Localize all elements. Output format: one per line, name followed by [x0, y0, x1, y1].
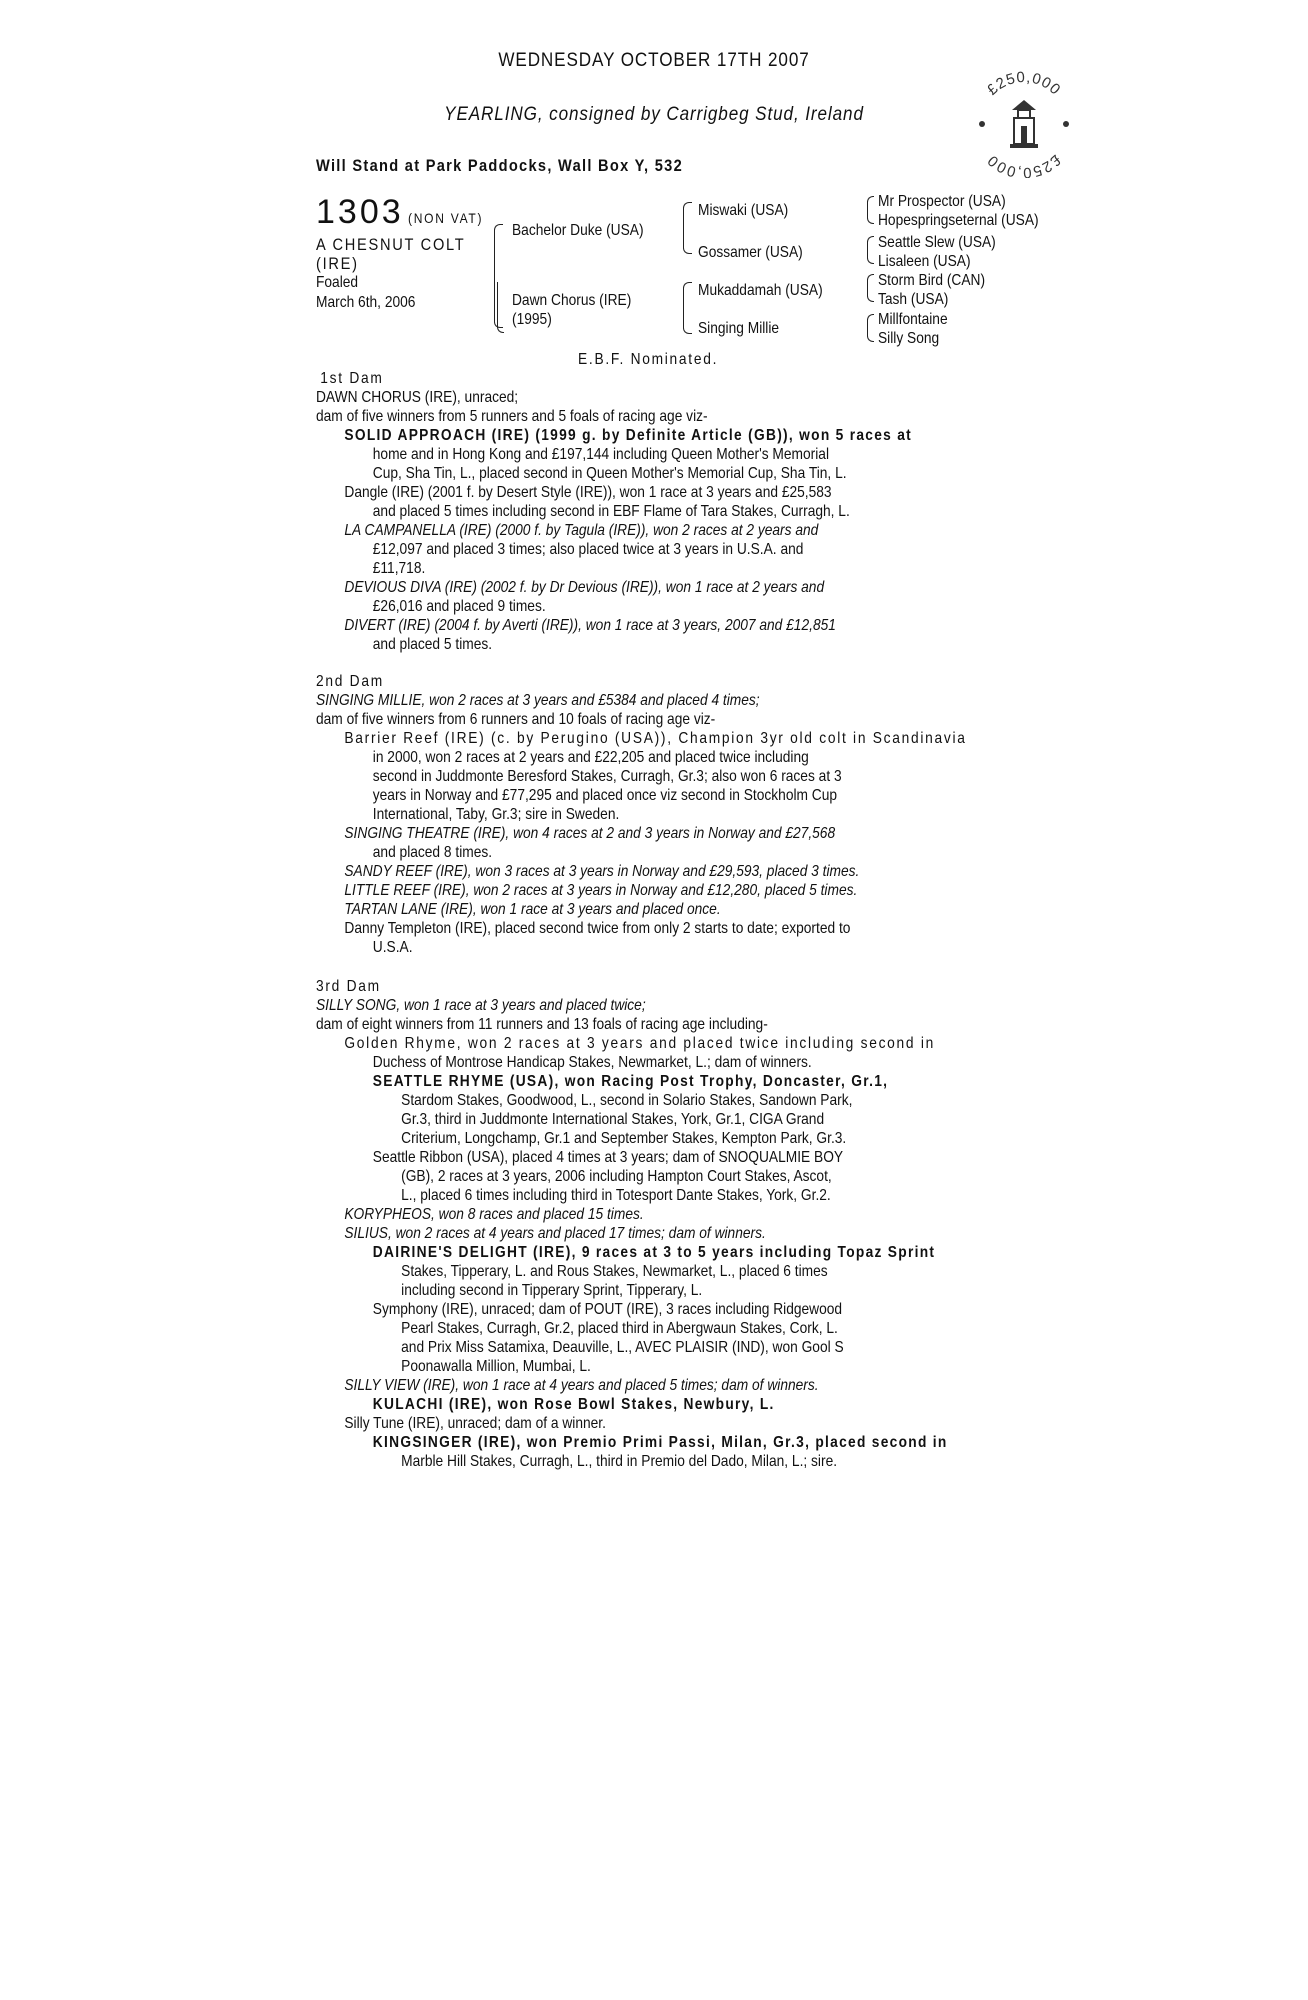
dam-line: LITTLE REEF (IRE), won 2 races at 3 years in Norway and £12,280, placed 5 times.	[344, 882, 858, 899]
dam-line: Marble Hill Stakes, Curragh, L., third in Premio del Dado, Milan, L.; sire.	[401, 1453, 838, 1470]
dam-line: DIVERT (IRE) (2004 f. by Averti (IRE)), won 1 race at 3 years, 2007 and £12,851	[344, 617, 836, 634]
dam-line: including second in Tipperary Sprint, Tipperary, L.	[401, 1282, 703, 1299]
dam-line: dam of eight winners from 11 runners and 13 foals of racing age including-	[316, 1016, 768, 1033]
dam-line: Danny Templeton (IRE), placed second twice from only 2 starts to date; exported to	[344, 920, 851, 937]
dam-line: dam of five winners from 6 runners and 10 foals of racing age viz-	[316, 711, 716, 728]
dam-name: Dawn Chorus (IRE)	[512, 292, 632, 309]
dam-dam-dam: Silly Song	[878, 330, 940, 347]
lot-description: A CHESNUT COLT	[316, 235, 466, 254]
dam-sire: Mukaddamah (USA)	[698, 282, 823, 299]
seal-text-top: £250,000	[983, 68, 1065, 99]
dam-line: and placed 5 times.	[372, 636, 493, 653]
dam-line: £26,016 and placed 9 times.	[372, 598, 546, 615]
first-dam-section	[316, 369, 1006, 654]
dam-line: Criterium, Longchamp, Gr.1 and September Stakes, Kempton Park, Gr.3.	[401, 1130, 847, 1147]
dam-line: DEVIOUS DIVA (IRE) (2002 f. by Dr Devious (IRE)), won 1 race at 2 years and	[344, 579, 825, 596]
dam-line: Cup, Sha Tin, L., placed second in Queen Mother's Memorial Cup, Sha Tin, L.	[372, 465, 847, 482]
sire-dam: Gossamer (USA)	[698, 244, 803, 261]
dam-line: £11,718.	[372, 560, 426, 577]
dam-line: Stakes, Tipperary, L. and Rous Stakes, Newmarket, L., placed 6 times	[401, 1263, 828, 1280]
dam-line: Seattle Ribbon (USA), placed 4 times at 3 years; dam of SNOQUALMIE BOY	[372, 1149, 844, 1166]
foaled-label: Foaled	[316, 274, 359, 291]
dam-dam: Singing Millie	[698, 320, 780, 337]
sire-dam-dam: Lisaleen (USA)	[878, 253, 971, 270]
dam-line: LA CAMPANELLA (IRE) (2000 f. by Tagula (IRE)), won 2 races at 2 years and	[344, 522, 819, 539]
dam-line: home and in Hong Kong and £197,144 including Queen Mother's Memorial	[372, 446, 830, 463]
dam-line: Gr.3, third in Juddmonte International Stakes, York, Gr.1, CIGA Grand	[401, 1111, 825, 1128]
dam-line: Barrier Reef (IRE) (c. by Perugino (USA)), Champion 3yr old colt in Scandinavia	[344, 730, 967, 747]
dam-line: and Prix Miss Satamixa, Deauville, L., AVEC PLAISIR (IND), won Gool S	[401, 1339, 844, 1356]
dam-sire-sire: Storm Bird (CAN)	[878, 272, 986, 289]
dam-line: SILLY VIEW (IRE), won 1 race at 4 years and placed 5 times; dam of winners.	[344, 1377, 819, 1394]
dam-line: Golden Rhyme, won 2 races at 3 years and placed twice including second in	[344, 1035, 935, 1052]
lot-breeding-country: (IRE)	[316, 254, 359, 273]
dam-line: U.S.A.	[372, 939, 413, 956]
sire-dam-sire: Seattle Slew (USA)	[878, 234, 996, 251]
sire: Bachelor Duke (USA)	[512, 222, 644, 239]
foaled-date: March 6th, 2006	[316, 294, 416, 311]
dam-line: TARTAN LANE (IRE), won 1 race at 3 years and placed once.	[344, 901, 721, 918]
ebf-nomination: E.B.F. Nominated.	[578, 351, 719, 368]
sire-sire: Miswaki (USA)	[698, 202, 789, 219]
dam-line: KINGSINGER (IRE), won Premio Primi Passi, Milan, Gr.3, placed second in	[372, 1434, 948, 1451]
dam-line: years in Norway and £77,295 and placed once viz second in Stockholm Cup	[372, 787, 838, 804]
dam-line: second in Juddmonte Beresford Stakes, Curragh, Gr.3; also won 6 races at 3	[372, 768, 842, 785]
svg-text:£250,000	[984, 69, 1064, 99]
lot-number-value: 1303	[316, 193, 404, 231]
sire-sire-dam: Hopespringseternal (USA)	[878, 212, 1039, 229]
dam-line: Stardom Stakes, Goodwood, L., second in Solario Stakes, Sandown Park,	[401, 1092, 853, 1109]
dam-line: £12,097 and placed 3 times; also placed twice at 3 years in U.S.A. and	[372, 541, 804, 558]
dam-line: SANDY REEF (IRE), won 3 races at 3 years in Norway and £29,593, placed 3 times.	[344, 863, 860, 880]
dam-line: Dangle (IRE) (2001 f. by Desert Style (IRE)), won 1 race at 3 years and £25,583	[344, 484, 832, 501]
dam-line: International, Taby, Gr.3; sire in Sweden.	[372, 806, 620, 823]
second-dam-heading: 2nd Dam	[316, 673, 384, 690]
dam-line: SINGING THEATRE (IRE), won 4 races at 2 and 3 years in Norway and £27,568	[344, 825, 836, 842]
second-dam-section	[316, 672, 1006, 957]
dam-line: Pearl Stakes, Curragh, Gr.2, placed third in Abergwaun Stakes, Cork, L.	[401, 1320, 838, 1337]
vat-status: (NON VAT)	[408, 210, 484, 227]
dam-line: SILLY SONG, won 1 race at 3 years and placed twice;	[316, 997, 646, 1014]
third-dam-heading: 3rd Dam	[316, 978, 381, 995]
dam-sire-dam: Tash (USA)	[878, 291, 949, 308]
dam-line: KORYPHEOS, won 8 races and placed 15 times.	[344, 1206, 644, 1223]
third-dam-section	[316, 977, 1006, 1471]
dam-line: (GB), 2 races at 3 years, 2006 including Hampton Court Stakes, Ascot,	[401, 1168, 832, 1185]
dam-line: L., placed 6 times including third in Totesport Dante Stakes, York, Gr.2.	[401, 1187, 831, 1204]
consignor-line: YEARLING, consigned by Carrigbeg Stud, Ireland	[444, 104, 864, 125]
dam-line: DAIRINE'S DELIGHT (IRE), 9 races at 3 to 5 years including Topaz Sprint	[372, 1244, 936, 1261]
lot-number	[316, 193, 496, 232]
dam-line: and placed 8 times.	[372, 844, 493, 861]
dam-line: and placed 5 times including second in EBF Flame of Tara Stakes, Curragh, L.	[372, 503, 850, 520]
first-dam-heading: 1st Dam	[320, 370, 384, 387]
dam-line: dam of five winners from 5 runners and 5 foals of racing age viz-	[316, 408, 708, 425]
dam-line: SOLID APPROACH (IRE) (1999 g. by Definite Article (GB)), won 5 races at	[344, 427, 913, 444]
dam-line: Symphony (IRE), unraced; dam of POUT (IRE), 3 races including Ridgewood	[372, 1301, 843, 1318]
stand-location: Will Stand at Park Paddocks, Wall Box Y, 532	[316, 156, 684, 175]
dam-year: (1995)	[512, 311, 552, 328]
dam-dam-sire: Millfontaine	[878, 311, 948, 328]
dam-line: in 2000, won 2 races at 2 years and £22,205 and placed twice including	[372, 749, 809, 766]
dam-line: SEATTLE RHYME (USA), won Racing Post Trophy, Doncaster, Gr.1,	[372, 1073, 889, 1090]
seal-text-bottom: £250,000	[983, 151, 1065, 178]
dam-line: Duchess of Montrose Handicap Stakes, Newmarket, L.; dam of winners.	[372, 1054, 812, 1071]
price-seal-icon	[968, 66, 1080, 178]
sire-sire-sire: Mr Prospector (USA)	[878, 193, 1006, 210]
dam-line: Silly Tune (IRE), unraced; dam of a winner.	[344, 1415, 606, 1432]
sale-date: WEDNESDAY OCTOBER 17TH 2007	[498, 50, 810, 71]
dam-line: DAWN CHORUS (IRE), unraced;	[316, 389, 519, 406]
dam-line: Poonawalla Million, Mumbai, L.	[401, 1358, 591, 1375]
dam-line: SINGING MILLIE, won 2 races at 3 years and £5384 and placed 4 times;	[316, 692, 760, 709]
dam-line: KULACHI (IRE), won Rose Bowl Stakes, Newbury, L.	[372, 1396, 775, 1413]
svg-text:£250,000	[984, 151, 1064, 178]
dam-line: SILIUS, won 2 races at 4 years and placed 17 times; dam of winners.	[344, 1225, 766, 1242]
